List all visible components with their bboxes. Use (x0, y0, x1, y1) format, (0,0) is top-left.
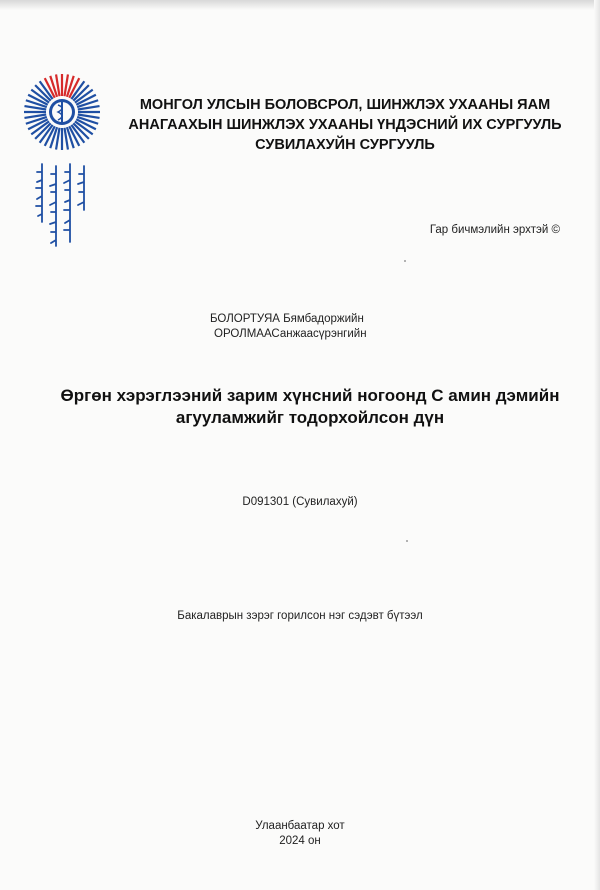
scan-speck (406, 540, 408, 542)
page-shadow (594, 0, 600, 890)
author-1: БОЛОРТУЯА Бямбадоржийн (210, 313, 364, 325)
author-2: ОРОЛМААСанжаасүрэнгийн (214, 328, 367, 340)
place-and-year (0, 819, 600, 849)
institution-header (110, 95, 580, 155)
scan-edge (0, 0, 600, 10)
copyright-notice: Гар бичмэлийн эрхтэй © (429, 224, 560, 236)
year: 2024 он (279, 835, 321, 847)
thesis-title-line-1: Өргөн хэрэглээний зарим хүнсний ногоонд С амин дэмийн (60, 386, 560, 405)
header-ministry: МОНГОЛ УЛСЫН БОЛОВСРОЛ, ШИНЖЛЭХ УХААНЫ ЯАМ (139, 97, 551, 113)
thesis-title-line-2: агууламжийг тодорхойлсон дүн (175, 408, 445, 427)
university-emblem-icon (22, 72, 102, 152)
scan-speck (404, 260, 406, 262)
mongolian-script-icon (30, 162, 94, 254)
thesis-title (30, 385, 590, 429)
header-university: АНАГААХЫН ШИНЖЛЭХ УХААНЫ ҮНДЭСНИЙ ИХ СУРГУУЛЬ (128, 117, 562, 133)
city: Улаанбаатар хот (255, 820, 345, 832)
degree-statement: Бакалаврын зэрэг горилсон нэг сэдэвт бүтээл (177, 610, 423, 622)
header-school: СУВИЛАХУЙН СУРГУУЛЬ (255, 137, 435, 153)
program-code: D091301 (Сувилахуй) (242, 496, 358, 508)
authors (210, 312, 367, 342)
